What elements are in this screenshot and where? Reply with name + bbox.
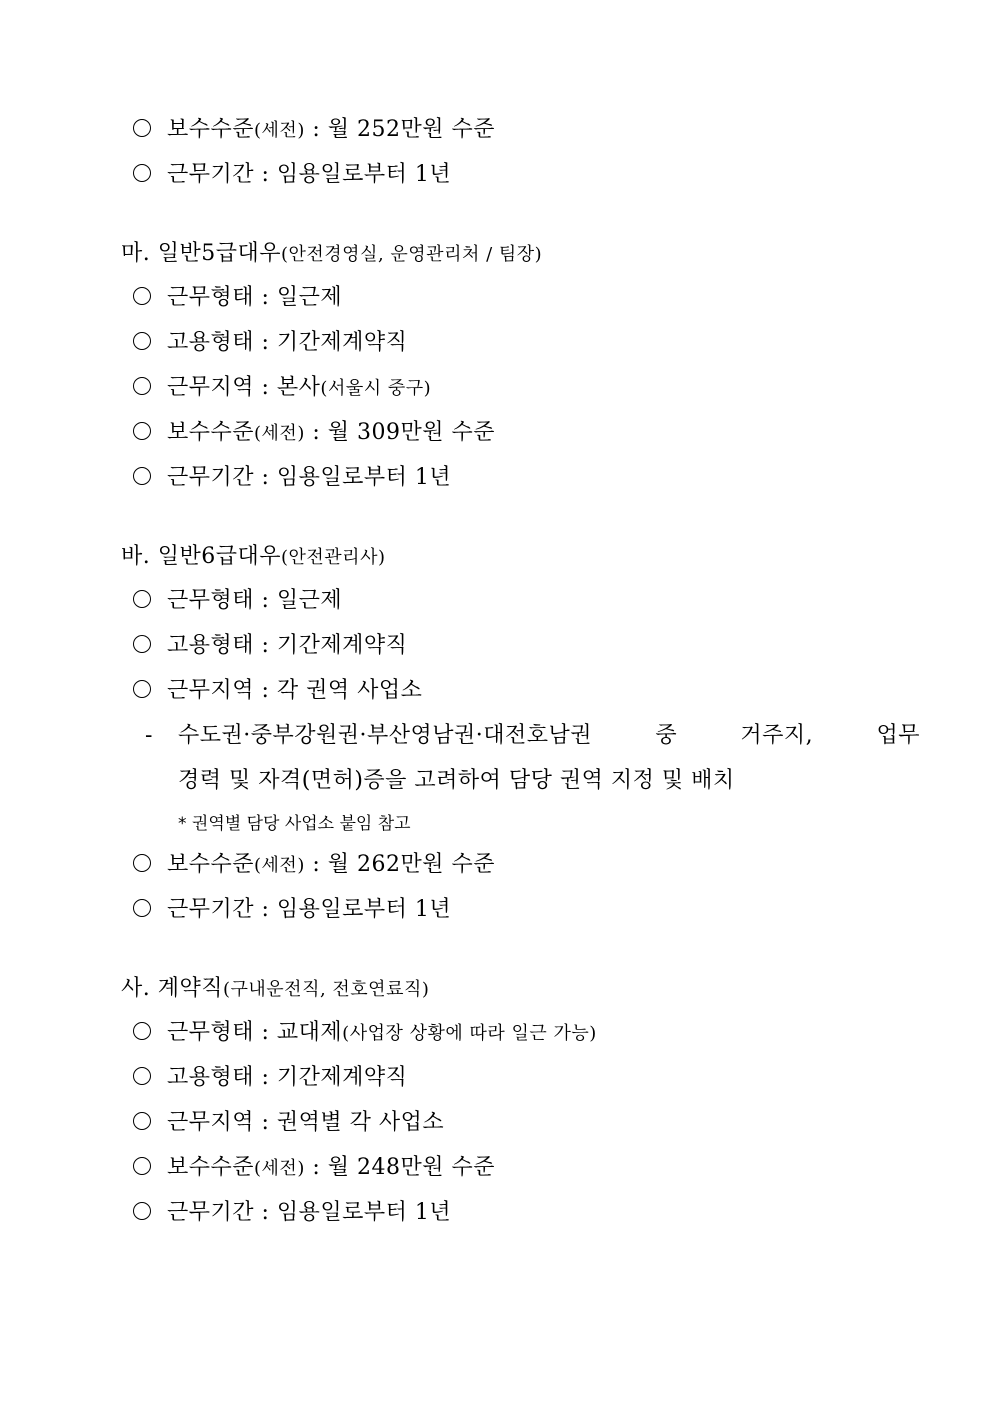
list-item: 근무기간 : 임용일로부터 1년 [133,463,451,493]
list-item: 근무기간 : 임용일로부터 1년 [133,1198,451,1228]
list-item-period: 근무기간 : 임용일로부터 1년 [133,160,451,190]
list-item: 근무지역 : 권역별 각 사업소 [133,1108,444,1138]
list-item: 보수수준(세전) : 월 262만원 수준 [133,850,495,881]
circle-bullet-icon [133,164,151,182]
circle-bullet-icon [133,1022,151,1040]
circle-bullet-icon [133,377,151,395]
circle-bullet-icon [133,287,151,305]
section-heading-ma: 마. 일반5급대우(안전경영실, 운영관리처 / 팀장) [121,241,543,266]
sub-item-text-line-2: 경력 및 자격(면허)증을 고려하여 담당 권역 지정 및 배치 [178,768,735,793]
list-item: 고용형태 : 기간제계약직 [133,328,407,358]
list-item: 보수수준(세전) : 월 248만원 수준 [133,1153,495,1184]
circle-bullet-icon [133,899,151,917]
list-item: 근무형태 : 일근제 [133,586,342,616]
footnote: * 권역별 담당 사업소 붙임 참고 [178,814,411,834]
circle-bullet-icon [133,467,151,485]
circle-bullet-icon [133,1112,151,1130]
section-heading-sa: 사. 계약직(구내운전직, 전호연료직) [121,976,430,1001]
sub-item-text-line-1: 수도권·중부강원권·부산영남권·대전호남권 중 거주지, 업무 [178,723,920,748]
circle-bullet-icon [133,1067,151,1085]
circle-bullet-icon [133,119,151,137]
section-heading-ba: 바. 일반6급대우(안전관리사) [121,544,386,569]
list-item: 고용형태 : 기간제계약직 [133,631,407,661]
circle-bullet-icon [133,1202,151,1220]
circle-bullet-icon [133,854,151,872]
circle-bullet-icon [133,1157,151,1175]
list-item: 근무기간 : 임용일로부터 1년 [133,895,451,925]
list-item: 근무형태 : 교대제(사업장 상황에 따라 일근 가능) [133,1018,597,1049]
list-item: 근무지역 : 본사(서울시 중구) [133,373,431,404]
circle-bullet-icon [133,590,151,608]
circle-bullet-icon [133,635,151,653]
list-item: 근무형태 : 일근제 [133,283,342,313]
list-item: 보수수준(세전) : 월 309만원 수준 [133,418,495,449]
sub-item-dash: - [145,723,153,748]
list-item-pay: 보수수준(세전) : 월 252만원 수준 [133,115,495,146]
circle-bullet-icon [133,422,151,440]
list-item: 고용형태 : 기간제계약직 [133,1063,407,1093]
circle-bullet-icon [133,680,151,698]
list-item: 근무지역 : 각 권역 사업소 [133,676,422,706]
circle-bullet-icon [133,332,151,350]
